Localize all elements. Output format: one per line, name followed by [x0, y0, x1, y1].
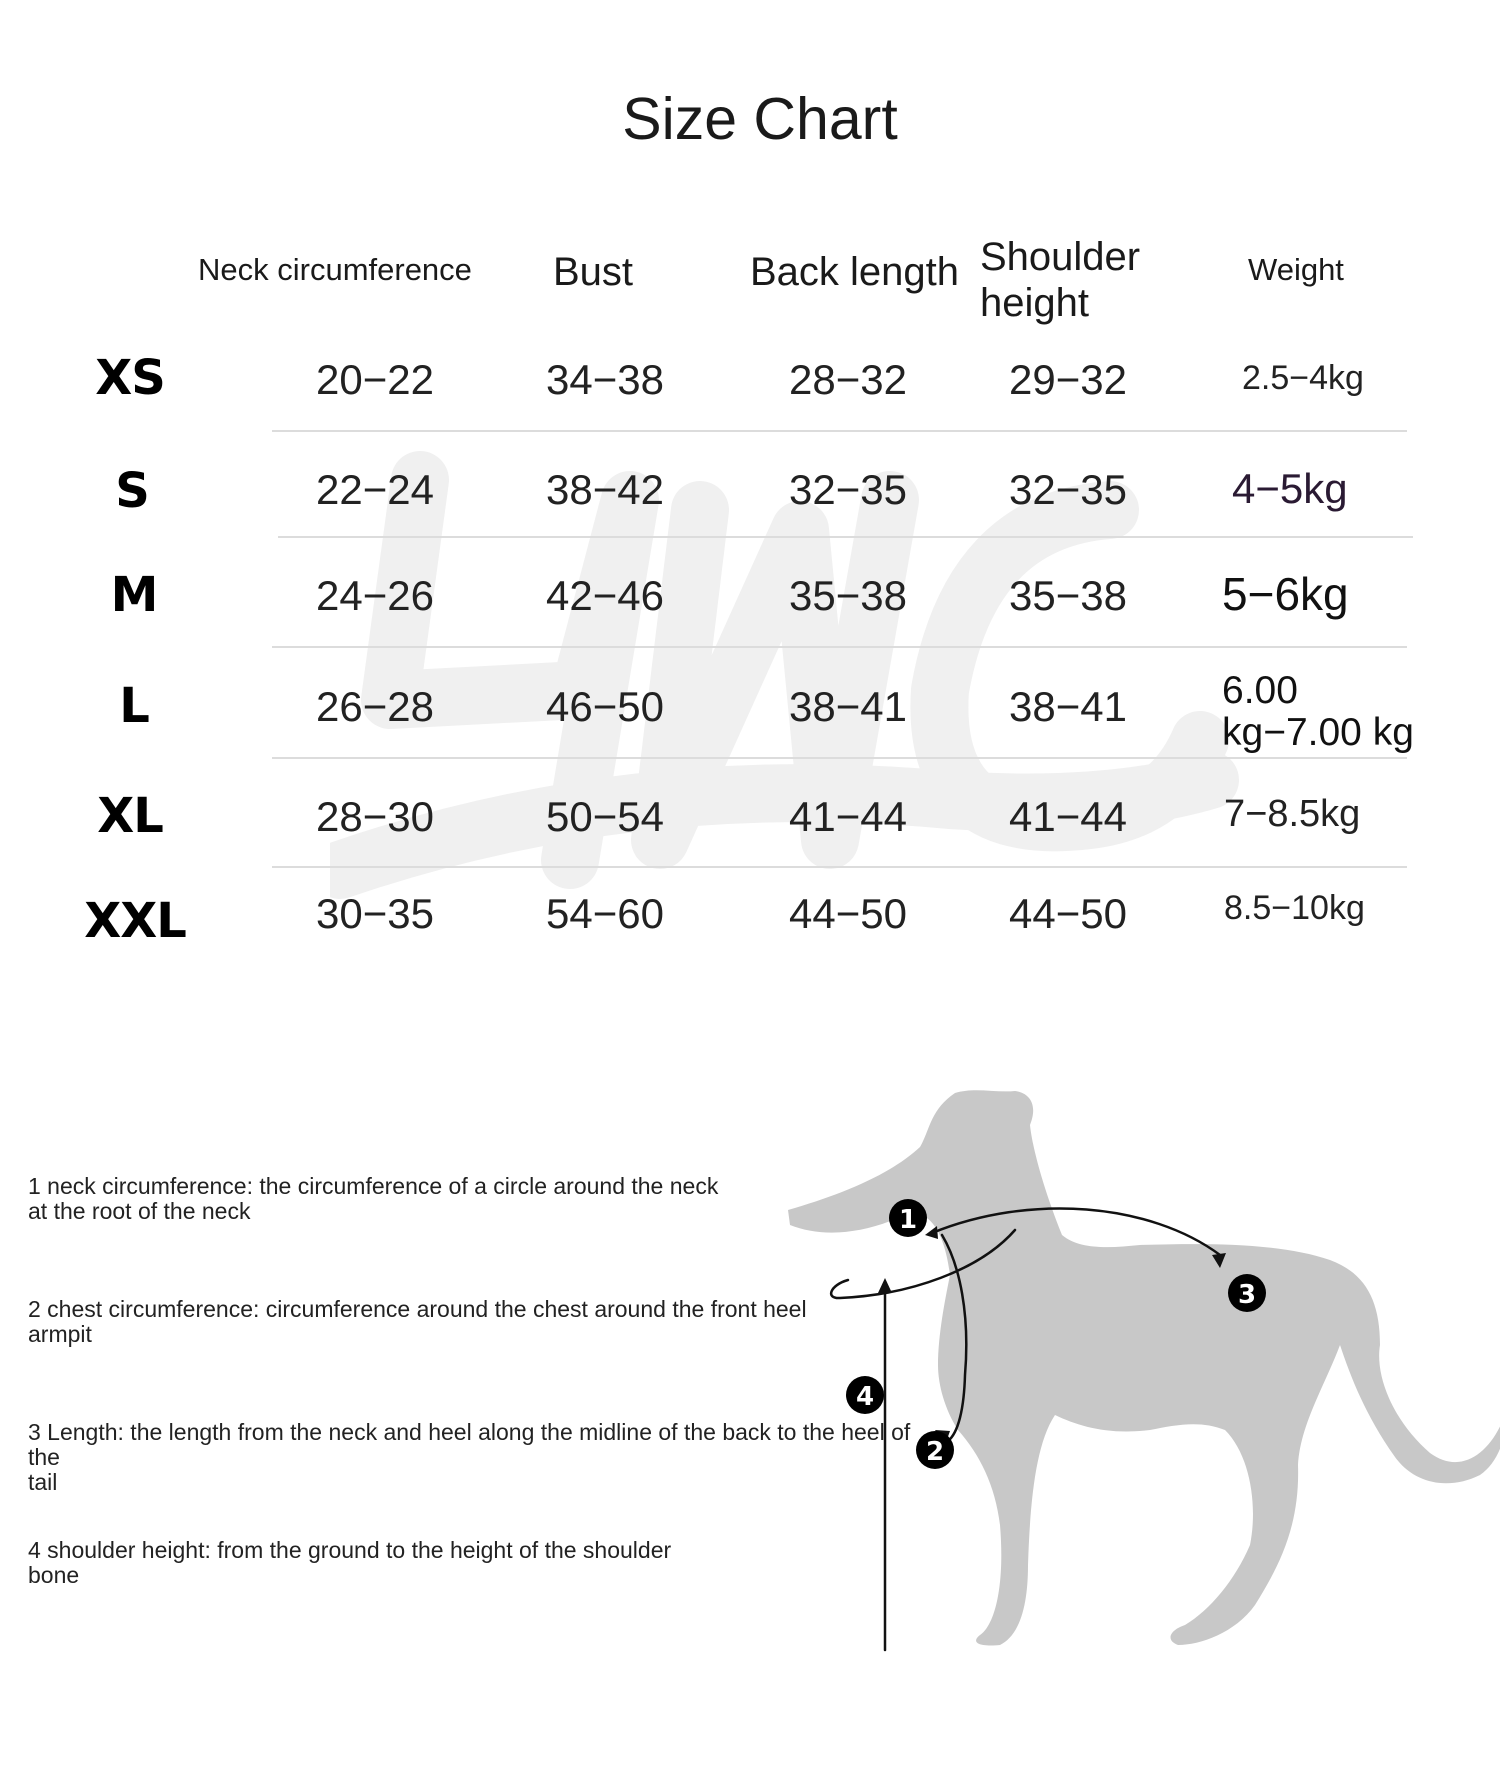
- cell-weight: 5−6kg: [1222, 568, 1349, 620]
- size-label-xxl: XXL: [84, 893, 186, 949]
- row-divider: [272, 866, 1407, 868]
- cell-shoulder-height: 41−44: [1009, 793, 1127, 840]
- header-bust: Bust: [553, 250, 634, 294]
- dog-measurement-diagram: [780, 1085, 1500, 1665]
- marker-2-badge: [916, 1431, 954, 1469]
- cell-bust: 54−60: [546, 890, 664, 937]
- dog-silhouette: [788, 1090, 1500, 1645]
- cell-neck: 28−30: [316, 793, 434, 840]
- cell-weight: 7−8.5kg: [1224, 793, 1361, 835]
- cell-shoulder-height: 29−32: [1009, 356, 1127, 403]
- row-divider: [272, 757, 1407, 759]
- cell-weight: 4−5kg: [1232, 465, 1348, 512]
- cell-back-length: 32−35: [789, 466, 907, 513]
- cell-weight: [1222, 670, 1414, 754]
- cell-weight-line2: kg−7.00 kg: [1222, 711, 1414, 755]
- size-label-s: S: [115, 463, 149, 519]
- cell-back-length: 28−32: [789, 356, 907, 403]
- marker-2-label: 2: [925, 1437, 945, 1467]
- size-label-xs: XS: [95, 350, 165, 406]
- desc-line: armpit: [28, 1321, 92, 1347]
- header-shoulder-line1: Shoulder: [980, 235, 1141, 279]
- arrow-head: [925, 1226, 938, 1239]
- cell-weight: 8.5−10kg: [1224, 889, 1365, 927]
- cell-back-length: 44−50: [789, 890, 907, 937]
- marker-3-label: 3: [1237, 1280, 1257, 1310]
- cell-bust: 42−46: [546, 572, 664, 619]
- desc-line: at the root of the neck: [28, 1198, 251, 1224]
- header-weight: Weight: [1248, 252, 1344, 287]
- desc-line: 3 Length: the length from the neck and heel along the midline of the back to the heel of the: [28, 1419, 911, 1470]
- cell-back-length: 41−44: [789, 793, 907, 840]
- marker-1-badge: [889, 1199, 927, 1237]
- marker-4-label: 4: [855, 1382, 875, 1412]
- cell-bust: 50−54: [546, 793, 664, 840]
- size-label-xl: XL: [97, 788, 163, 844]
- cell-shoulder-height: 35−38: [1009, 572, 1127, 619]
- desc-line: 1 neck circumference: the circumference of a circle around the neck: [28, 1173, 719, 1199]
- desc-line: 2 chest circumference: circumference around the chest around the front heel: [28, 1296, 807, 1322]
- desc-line: bone: [28, 1562, 80, 1588]
- header-shoulder-height: [980, 234, 1140, 326]
- size-label-l: L: [119, 678, 149, 734]
- cell-neck: 26−28: [316, 683, 434, 730]
- header-shoulder-line2: height: [980, 281, 1089, 325]
- cell-neck: 20−22: [316, 356, 434, 403]
- header-neck-circumference: Neck circumference: [198, 252, 472, 287]
- marker-3-badge: [1228, 1274, 1266, 1312]
- desc-line: 4 shoulder height: from the ground to the height of the shoulder: [28, 1537, 672, 1563]
- row-divider: [278, 536, 1413, 538]
- size-label-m: M: [110, 567, 158, 623]
- cell-shoulder-height: 32−35: [1009, 466, 1127, 513]
- header-back-length: Back length: [750, 250, 960, 294]
- marker-1-label: 1: [898, 1205, 918, 1235]
- row-divider: [272, 430, 1407, 432]
- cell-neck: 30−35: [316, 890, 434, 937]
- desc-line: tail: [28, 1469, 58, 1495]
- cell-neck: 24−26: [316, 572, 434, 619]
- cell-back-length: 35−38: [789, 572, 907, 619]
- arrow-head: [878, 1278, 892, 1293]
- marker-4-badge: [846, 1376, 884, 1414]
- page-title: Size Chart: [622, 86, 898, 152]
- row-divider: [272, 646, 1407, 648]
- cell-back-length: 38−41: [789, 683, 907, 730]
- cell-shoulder-height: 38−41: [1009, 683, 1127, 730]
- cell-weight-line1: 6.00: [1222, 669, 1298, 712]
- cell-bust: 34−38: [546, 356, 664, 403]
- cell-bust: 38−42: [546, 466, 664, 513]
- cell-shoulder-height: 44−50: [1009, 890, 1127, 937]
- cell-neck: 22−24: [316, 466, 434, 513]
- cell-bust: 46−50: [546, 683, 664, 730]
- cell-weight: 2.5−4kg: [1242, 359, 1364, 397]
